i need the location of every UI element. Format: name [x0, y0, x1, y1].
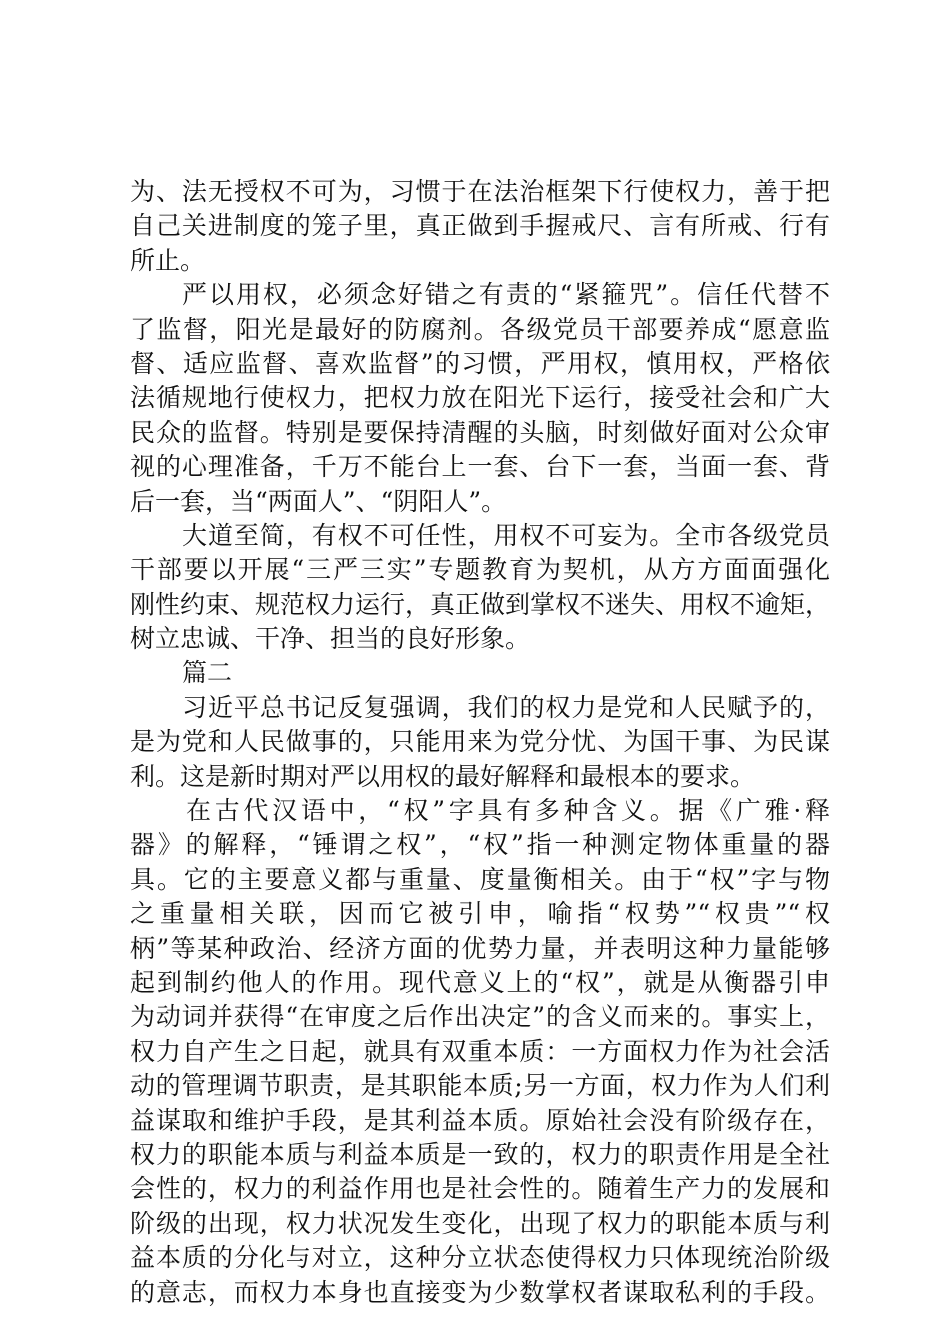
text-line: 具。它的主要意义都与重量、度量衡相关。由于“权”字与物 [130, 864, 830, 894]
text-line: 刚性约束、规范权力运行，真正做到掌权不迷失、用权不逾矩， [130, 589, 830, 619]
text-line: 自己关进制度的笼子里，真正做到手握戒尺、言有所戒、行有 [130, 211, 830, 241]
document-body [130, 175, 830, 1310]
text-line: 阶级的出现，权力状况发生变化，出现了权力的职能本质与利 [130, 1208, 830, 1238]
text-line: 在古代汉语中，“权”字具有多种含义。据《广雅·释 [186, 796, 830, 826]
text-line: 利。这是新时期对严以用权的最好解释和最根本的要求。 [130, 761, 756, 791]
text-line: 了监督，阳光是最好的防腐剂。各级党员干部要养成“愿意监 [130, 314, 830, 344]
text-line: 后一套，当“两面人”、“阴阳人”。 [130, 486, 507, 516]
text-line: 树立忠诚、干净、担当的良好形象。 [130, 624, 531, 654]
text-line: 严以用权，必须念好错之有责的“紧箍咒”。信任代替不 [182, 280, 830, 310]
text-line: 民众的监督。特别是要保持清醒的头脑，时刻做好面对公众审 [130, 417, 830, 447]
text-line: 起到制约他人的作用。现代意义上的“权”，就是从衡器引申 [130, 967, 830, 997]
text-line: 权力自产生之日起，就具有双重本质：一方面权力作为社会活 [130, 1036, 830, 1066]
text-line: 视的心理准备，千万不能台上一套、台下一套，当面一套、背 [130, 452, 830, 482]
section-heading: 篇二 [182, 658, 233, 688]
text-line: 的意志，而权力本身也直接变为少数掌权者谋取私利的手段。 [130, 1277, 830, 1307]
text-line: 法循规地行使权力，把权力放在阳光下运行，接受社会和广大 [130, 383, 830, 413]
text-line: 会性的，权力的利益作用也是社会性的。随着生产力的发展和 [130, 1174, 830, 1204]
text-line: 之重量相关联，因而它被引申，喻指“权势”“权贵”“权 [130, 899, 830, 929]
text-line: 动的管理调节职责，是其职能本质;另一方面，权力作为人们利 [130, 1071, 830, 1101]
text-line: 习近平总书记反复强调，我们的权力是党和人民赋予的， [182, 692, 830, 722]
text-line: 为动词并获得“在审度之后作出决定”的含义而来的。事实上， [130, 1002, 830, 1032]
text-line: 大道至简，有权不可任性，用权不可妄为。全市各级党员 [182, 520, 830, 550]
text-line: 益本质的分化与对立，这种分立状态使得权力只体现统治阶级 [130, 1243, 830, 1273]
text-line: 权力的职能本质与利益本质是一致的，权力的职责作用是全社 [130, 1139, 830, 1169]
text-line: 为、法无授权不可为，习惯于在法治框架下行使权力，善于把 [130, 177, 830, 206]
text-line: 干部要以开展“三严三实”专题教育为契机，从方方面面强化 [130, 555, 830, 585]
text-line: 柄”等某种政治、经济方面的优势力量，并表明这种力量能够 [130, 933, 830, 963]
text-line: 益谋取和维护手段，是其利益本质。原始社会没有阶级存在， [130, 1105, 830, 1135]
text-line: 督、适应监督、喜欢监督”的习惯，严用权，慎用权，严格依 [130, 348, 830, 378]
text-line: 是为党和人民做事的，只能用来为党分忧、为国干事、为民谋 [130, 727, 830, 757]
text-line: 器》的解释，“锤谓之权”，“权”指一种测定物体重量的器 [130, 830, 830, 860]
text-line: 所止。 [130, 245, 206, 275]
